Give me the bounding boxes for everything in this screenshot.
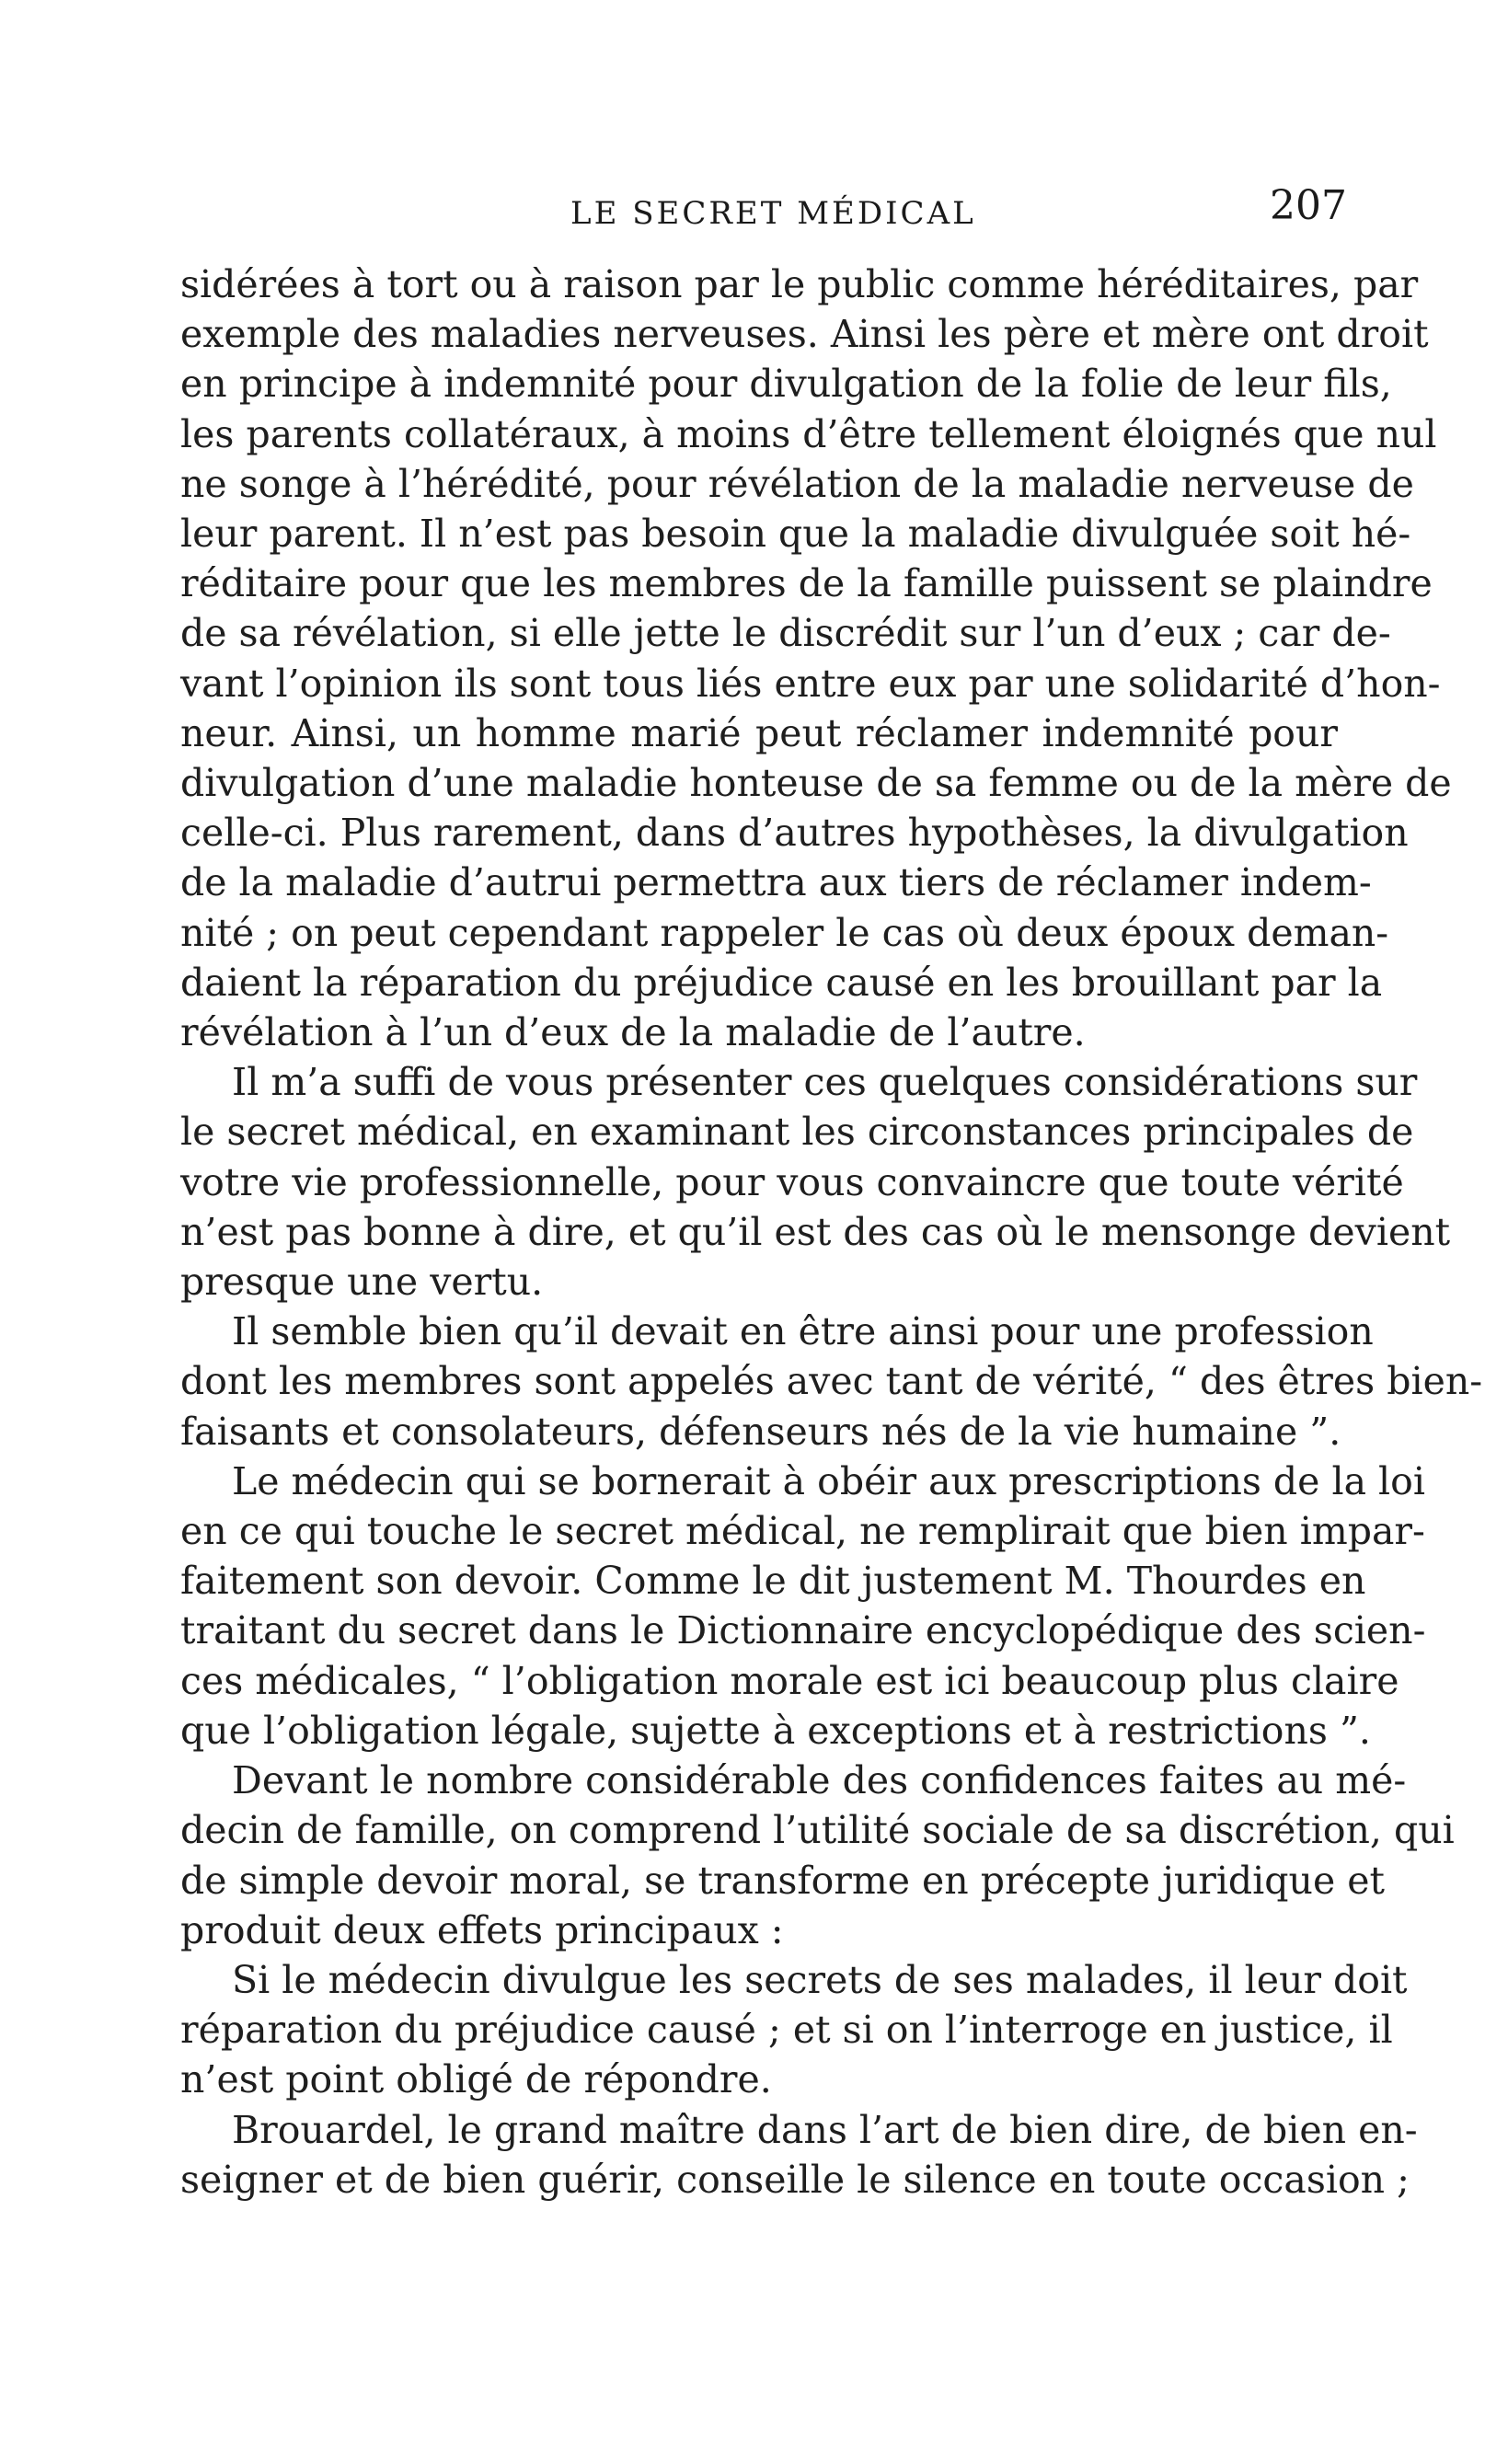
text-line: faisants et consolateurs, défenseurs nés de la vie humaine ”. — [180, 1409, 1341, 1454]
text-line: neur. Ainsi, un homme marié peut réclamer indemnité pour — [180, 710, 1338, 755]
text-line: daient la réparation du préjudice causé en les brouillant par la — [180, 960, 1383, 1005]
text-line: Il m’a suffi de vous présenter ces quelques considérations sur — [232, 1060, 1418, 1105]
text-line: réditaire pour que les membres de la famille puissent se plaindre — [180, 561, 1433, 606]
text-line: exemple des maladies nerveuses. Ainsi les père et mère ont droit — [180, 312, 1429, 357]
paragraph — [180, 1457, 1426, 1756]
text-line: ne songe à l’hérédité, pour révélation de la maladie nerveuse de — [180, 461, 1414, 506]
text-line: presque une vertu. — [180, 1260, 544, 1305]
text-line: le secret médical, en examinant les circonstances principales de — [180, 1110, 1414, 1155]
paragraph — [180, 1307, 1483, 1457]
text-line: vant l’opinion ils sont tous liés entre eux par une solidarité d’hon- — [180, 661, 1441, 706]
text-line: Brouardel, le grand maître dans l’art de bien dire, de bien en- — [232, 2107, 1418, 2152]
text-line: n’est point obligé de répondre. — [180, 2057, 772, 2102]
text-line: produit deux effets principaux : — [180, 1907, 784, 1952]
paragraph — [180, 259, 1452, 1057]
text-line: Devant le nombre considérable des confidences faites au mé- — [232, 1758, 1407, 1803]
text-line: de sa révélation, si elle jette le discrédit sur l’un d’eux ; car de- — [180, 611, 1391, 656]
text-line: que l’obligation légale, sujette à exceptions et à restrictions ”. — [180, 1708, 1371, 1753]
text-line: dont les membres sont appelés avec tant de vérité, “ des êtres bien- — [180, 1359, 1483, 1404]
text-line: ces médicales, “ l’obligation morale est ici beaucoup plus claire — [180, 1658, 1399, 1703]
text-line: celle-ci. Plus rarement, dans d’autres hypothèses, la divulgation — [180, 811, 1409, 856]
page-number: 207 — [1270, 182, 1347, 229]
text-line: votre vie professionnelle, pour vous convaincre que toute vérité — [180, 1159, 1404, 1204]
paragraph — [180, 1057, 1451, 1307]
text-line: traitant du secret dans le Dictionnaire encyclopédique des scien- — [180, 1608, 1426, 1653]
running-title: LE SECRET MÉDICAL — [570, 195, 976, 232]
body-text — [180, 259, 1483, 2205]
paragraph — [180, 2105, 1418, 2205]
text-line: en ce qui touche le secret médical, ne remplirait que bien impar- — [180, 1509, 1425, 1554]
text-line: Il semble bien qu’il devait en être ainsi pour une profession — [232, 1309, 1374, 1354]
text-line: n’est pas bonne à dire, et qu’il est des cas où le mensonge devient — [180, 1209, 1451, 1254]
text-line: sidérées à tort ou à raison par le public comme héréditaires, par — [180, 262, 1419, 306]
text-line: révélation à l’un d’eux de la maladie de l’autre. — [180, 1010, 1086, 1055]
text-line: leur parent. Il n’est pas besoin que la maladie divulguée soit hé- — [180, 512, 1411, 557]
text-line: Le médecin qui se bornerait à obéir aux prescriptions de la loi — [232, 1458, 1425, 1503]
text-line: faitement son devoir. Comme le dit justement M. Thourdes en — [180, 1559, 1366, 1604]
text-line: de la maladie d’autrui permettra aux tiers de réclamer indem- — [180, 860, 1372, 905]
text-line: divulgation d’une maladie honteuse de sa femme ou de la mère de — [180, 761, 1452, 806]
text-line: nité ; on peut cependant rappeler le cas où deux époux deman- — [180, 910, 1389, 955]
paragraph — [180, 1955, 1408, 2105]
text-line: seigner et de bien guérir, conseille le silence en toute occasion ; — [180, 2157, 1410, 2202]
text-line: les parents collatéraux, à moins d’être tellement éloignés que nul — [180, 411, 1437, 456]
text-line: de simple devoir moral, se transforme en précepte juridique et — [180, 1858, 1385, 1903]
text-line: Si le médecin divulgue les secrets de ses malades, il leur doit — [232, 1957, 1408, 2002]
text-line: en principe à indemnité pour divulgation de la folie de leur fils, — [180, 362, 1392, 407]
text-line: réparation du préjudice causé ; et si on l’interroge en justice, il — [180, 2008, 1393, 2053]
text-line: decin de famille, on comprend l’utilité sociale de sa discrétion, qui — [180, 1808, 1455, 1853]
paragraph — [180, 1756, 1455, 1955]
